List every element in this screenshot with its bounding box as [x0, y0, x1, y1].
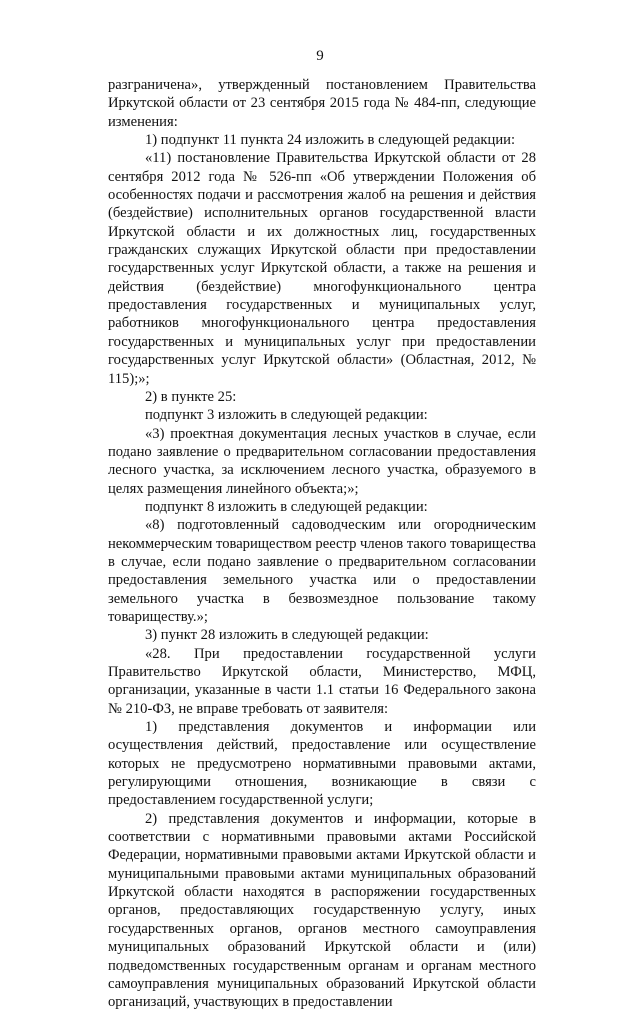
paragraph-subitem-8-intro: подпункт 8 изложить в следующей редакции:: [145, 498, 428, 515]
paragraph-item-3: 3) пункт 28 изложить в следующей редакции:: [145, 627, 429, 644]
paragraph-requirement-2: 2) представления документов и информации, которые в соответствии с нормативными правовыми актами Российской Федерации, нормативными правовыми актами Иркутской области и муниципальными правовыми актами муниципальных образований Иркутской области находятся в распоряжении государственных органов, предоставляющих государственную услугу, иных государственных органов, органов местного самоуправления муниципальных образований Иркутской области и (или) подведомственных государственным органам и органам местного самоуправления муниципальных образований Иркутской области организаций, участвующих в предоставлении: [108, 810, 536, 1011]
paragraph-continuation: разграничена», утвержденный постановлением Правительства Иркутской области от 23 сентября 2015 года № 484-пп, следующие изменения:: [108, 77, 536, 130]
paragraph-requirement-1: 1) представления документов и информации или осуществления действий, предоставление или осуществление которых не предусмотрено нормативными правовыми актами, регулирующими отношения, возникающие в связи с предоставлением государственной услуги;: [108, 719, 536, 809]
page-number: 9: [316, 48, 324, 64]
paragraph-item-2: 2) в пункте 25:: [145, 388, 237, 405]
paragraph-quote-8: «8) подготовленный садоводческим или огородническим некоммерческим товариществом реестр членов такого товарищества в случае, если подано заявление о предварительном согласовании предоставления земельного участка или о предоставлении земельного участка в безвозмездное пользование такому товариществу.»;: [108, 517, 536, 625]
paragraph-quote-3: «3) проектная документация лесных участков в случае, если подано заявление о предварительном согласовании предоставления лесного участка, за исключением лесного участка, образуемого в целях размещения линейного объекта;»;: [108, 425, 536, 497]
paragraph-subitem-3-intro: подпункт 3 изложить в следующей редакции:: [145, 407, 428, 424]
paragraph-quote-11: «11) постановление Правительства Иркутской области от 28 сентября 2012 года № 526-пп «Об утверждении Положения об особенностях подачи и рассмотрения жалоб на решения и действия (бездействие) исполнительных органов государственной власти Иркутской области и их должностных лиц, государственных гражданских служащих Иркутской области при предоставлении государственных услуг Иркутской области, а также на решения и действия (бездействие) многофункционального центра предоставления государственных и муниципальных услуг, работников многофункционального центра предоставления государственных и муниципальных услуг при предоставлении государственных услуг Иркутской области» (Областная, 2012, № 115);»;: [108, 150, 536, 387]
paragraph-quote-28: «28. При предоставлении государственной услуги Правительство Иркутской области, Министерство, МФЦ, организации, указанные в части 1.1 статьи 16 Федерального закона № 210-ФЗ, не вправе требовать от заявителя:: [108, 645, 536, 717]
document-body: [108, 76, 536, 1012]
paragraph-item-1: 1) подпункт 11 пункта 24 изложить в следующей редакции:: [145, 132, 516, 149]
